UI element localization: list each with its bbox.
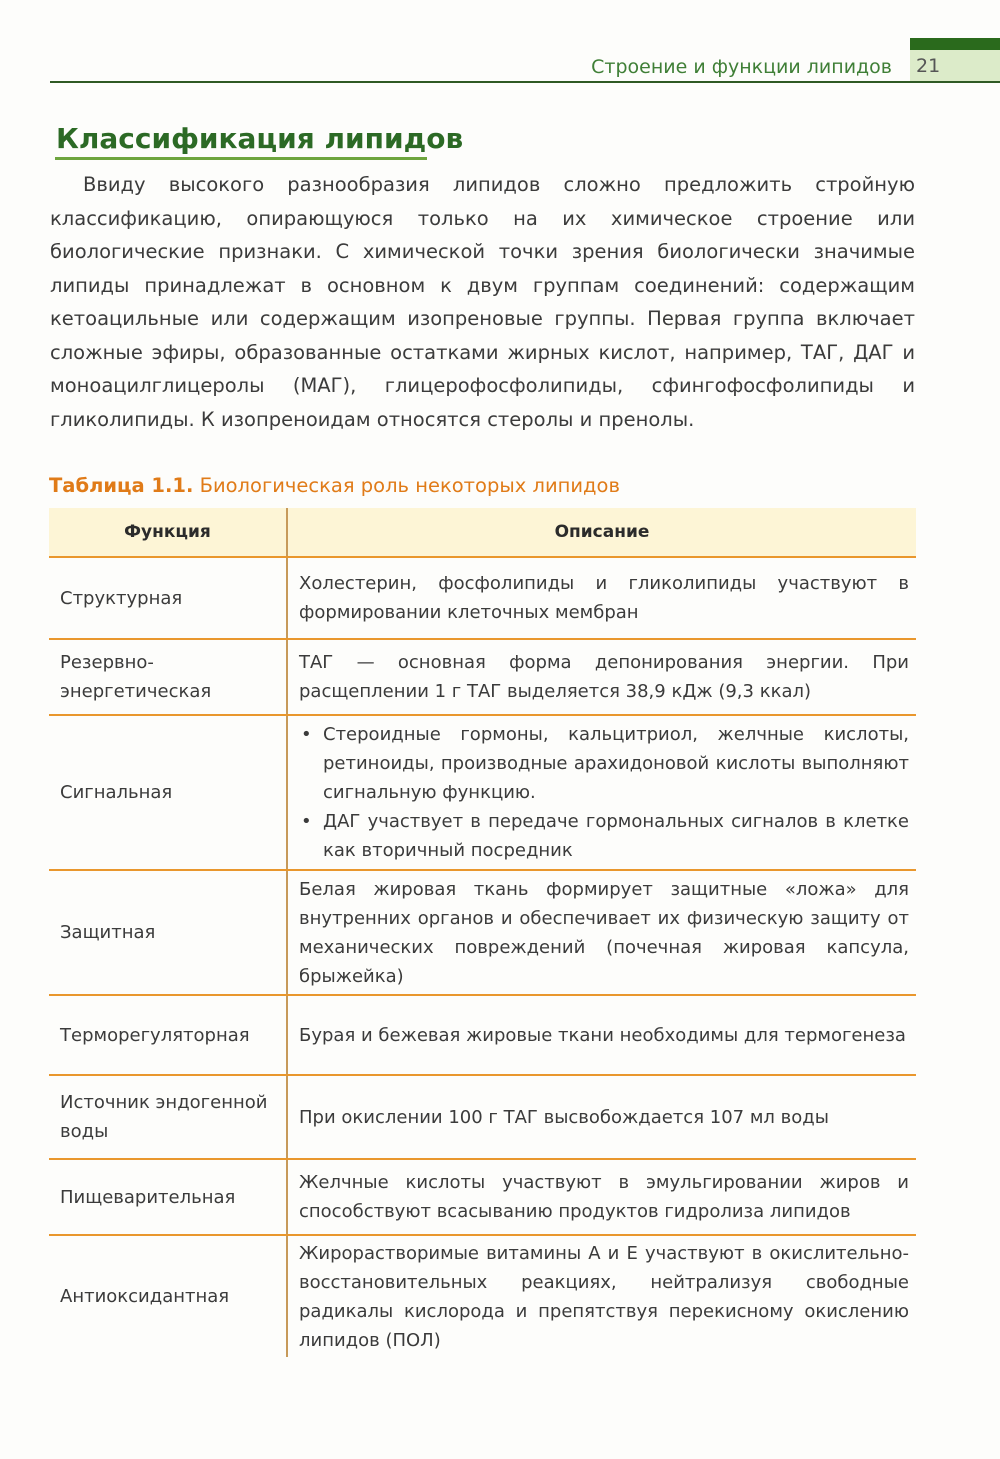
function-cell: Пищеварительная — [49, 1159, 287, 1235]
header-description: Описание — [287, 508, 916, 557]
section-title: Классификация липидов — [56, 122, 464, 155]
description-cell: Жирорастворимые витамины А и Е участвуют в окислительно-восстановительных реакциях, нейтрализуя свободные радикалы кислорода и препятствуя перекисному окислению липидов (ПОЛ) — [299, 1242, 909, 1351]
description-cell: ТАГ — основная форма депонирования энергии. При расщеплении 1 г ТАГ выделяется 38,9 кДж (9,3 ккал) — [287, 639, 916, 715]
description-cell: Белая жировая ткань формирует защитные «ложа» для внутренних органов и обеспечивает их физическую защиту от механических повреждений (почечная жировая капсула, брыжейка) — [287, 870, 916, 995]
table-row — [49, 639, 916, 715]
list-item: • ДАГ участвует в передаче гормональных сигналов в клетке как вторичный посредник — [323, 807, 909, 865]
description-cell: При окислении 100 г ТАГ высвобождается 107 мл воды — [287, 1075, 916, 1159]
table-row — [49, 1159, 916, 1235]
table-row — [49, 1235, 916, 1357]
header-function: Функция — [49, 508, 287, 557]
function-cell: Сигнальная — [49, 715, 287, 870]
description-cell: Желчные кислоты участвуют в эмульгировании жиров и способствуют всасыванию продуктов гидролиза липидов — [287, 1159, 916, 1235]
list-item: • Стероидные гормоны, кальцитриол, желчные кислоты, ретиноиды, производные арахидоновой кислоты выполняют сигнальную функцию. — [323, 720, 909, 807]
table-row — [49, 1075, 916, 1159]
header-accent-block — [910, 38, 1000, 50]
table-caption-label: Таблица 1.1. — [49, 474, 194, 497]
running-title: Строение и функции липидов — [591, 56, 892, 78]
table-caption — [49, 474, 620, 497]
table-row — [49, 995, 916, 1075]
header-rule — [50, 81, 1000, 83]
function-cell: Защитная — [49, 870, 287, 995]
table-row — [49, 557, 916, 639]
table-caption-text: Биологическая роль некоторых липидов — [199, 474, 620, 497]
function-cell: Терморегуляторная — [49, 995, 287, 1075]
table-row — [49, 870, 916, 995]
function-cell: Источник эндогенной воды — [49, 1075, 287, 1159]
function-cell: Антиоксидантная — [49, 1235, 287, 1357]
bullet-list — [299, 720, 909, 865]
body-paragraph: Ввиду высокого разнообразия липидов сложно предложить стройную классификацию, опирающуюся только на их химическое строение или биологические признаки. С химической точки зрения биологически значимые липиды принадлежат в основном к двум группам соединений: содержащим кетоацильные или содержащим изопреновые группы. Первая группа включает сложные эфиры, образованные остатками жирных кислот, например, ТАГ, ДАГ и моноацилглицеролы (МАГ), глицерофосфолипиды, сфингофосфолипиды и гликолипиды. К изопреноидам относятся стеролы и пренолы. — [50, 173, 915, 431]
description-cell: Холестерин, фосфолипиды и гликолипиды участвуют в формировании клеточных мембран — [287, 557, 916, 639]
table-header-row — [49, 508, 916, 557]
page-number: 21 — [916, 55, 941, 77]
lipid-roles-table — [49, 508, 916, 1357]
function-cell: Структурная — [49, 557, 287, 639]
function-cell: Резервно-энергетическая — [49, 639, 287, 715]
description-cell — [287, 715, 916, 870]
table-row — [49, 715, 916, 870]
section-title-underline — [55, 157, 427, 160]
description-cell: Бурая и бежевая жировые ткани необходимы для термогенеза — [287, 995, 916, 1075]
